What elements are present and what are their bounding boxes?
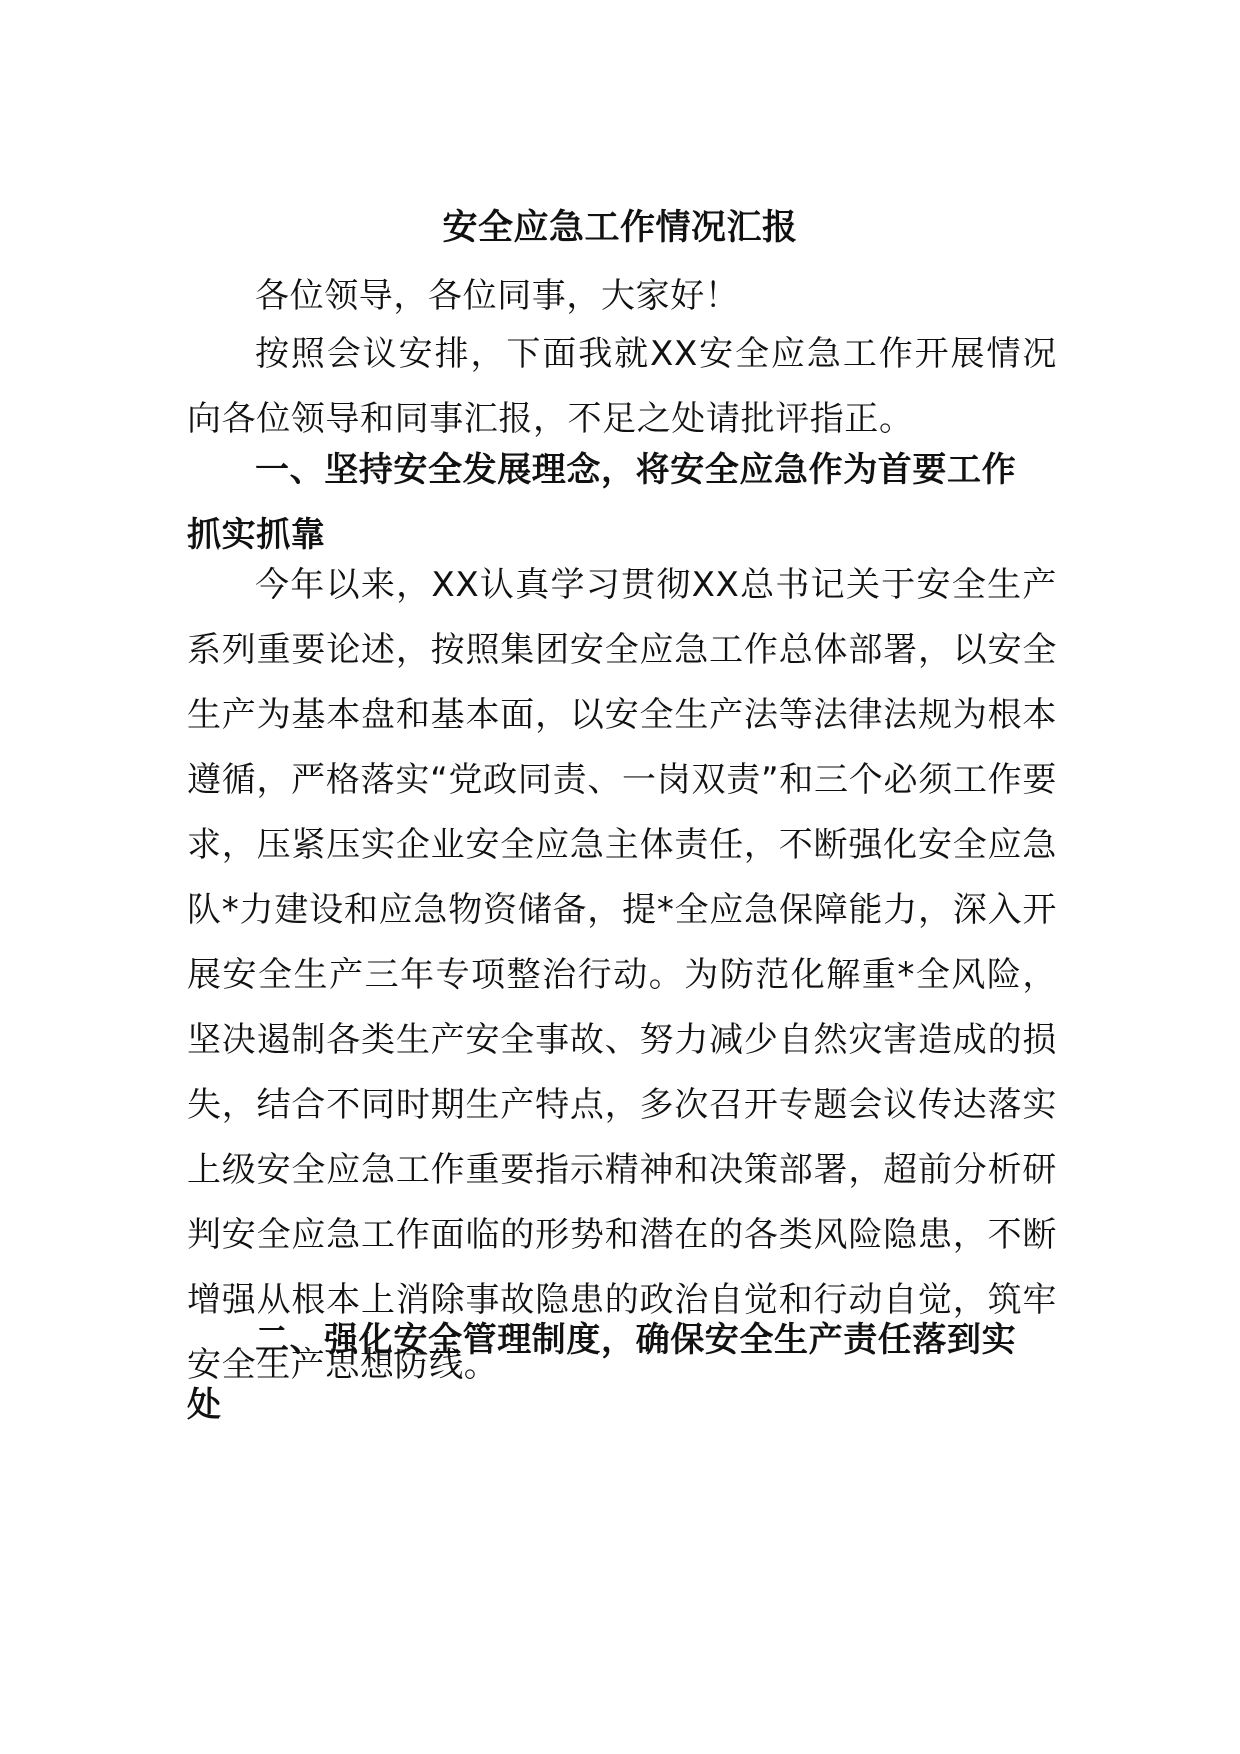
section-heading-1: 一、坚持安全发展理念，将安全应急作为首要工作抓实抓靠	[187, 450, 1017, 555]
section-heading-2: 二、强化安全管理制度，确保安全生产责任落到实处	[187, 1320, 1017, 1425]
greeting-paragraph: 各位领导，各位同事，大家好！	[255, 276, 740, 316]
section-1-paragraph: 今年以来，XX认真学习贯彻XX总书记关于安全生产系列重要论述，按照集团安全应急工作总体部署，以安全生产为基本盘和基本面，以安全生产法等法律法规为根本遵循，严格落实“党政同责、一岗双责”和三个必须工作要求，压紧压实企业安全应急主体责任，不断强化安全应急队*力建设和应急物资储备，提*全应急保障能力，深入开展安全生产三年专项整治行动。为防范化解重*全风险，坚决遏制各类生产安全事故、努力减少自然灾害造成的损失，结合不同时期生产特点，多次召开专题会议传达落实上级安全应急工作重要指示精神和决策部署，超前分析研判安全应急工作面临的形势和潜在的各类风险隐患，不断增强从根本上消除事故隐患的政治自觉和行动自觉，筑牢安全生产思想防线。	[187, 565, 1057, 1385]
intro-paragraph: 按照会议安排，下面我就XX安全应急工作开展情况向各位领导和同事汇报，不足之处请批评指正。	[187, 334, 1057, 439]
document-title: 安全应急工作情况汇报	[442, 208, 798, 248]
